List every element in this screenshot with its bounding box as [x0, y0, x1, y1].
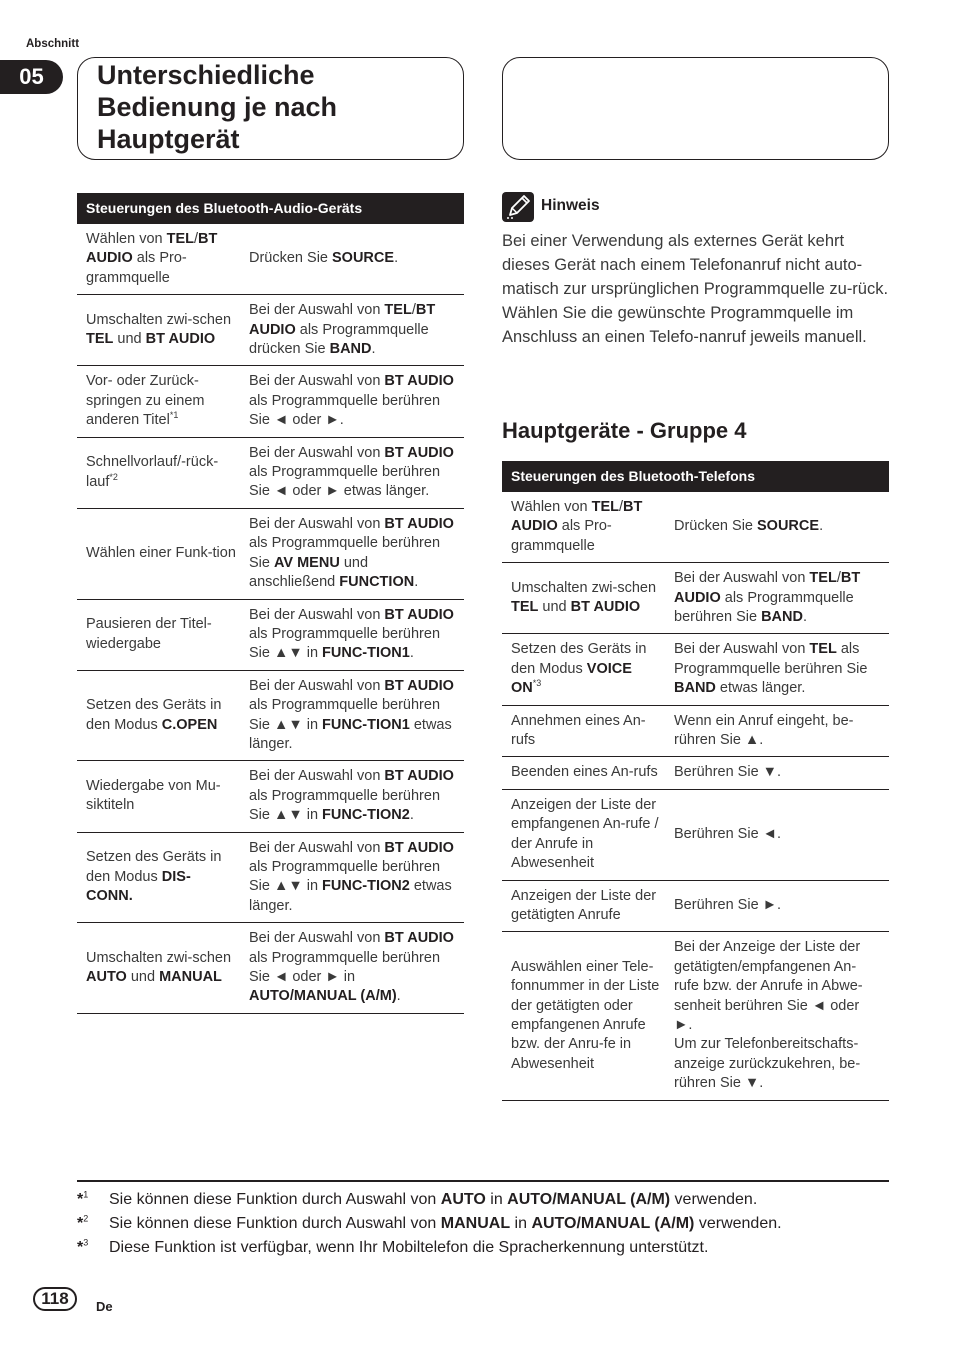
operation-cell: Bei der Auswahl von BT AUDIO als Programmquelle berühren Sie ◄ oder ►. — [240, 366, 464, 437]
table-row — [502, 492, 889, 563]
action-cell: Setzen des Geräts in den Modus DIS-CONN. — [77, 832, 240, 923]
table-row — [77, 923, 464, 1014]
operation-cell: Bei der Auswahl von BT AUDIO als Programmquelle berühren Sie ▲▼ in FUNC-TION1 etwas länger. — [240, 670, 464, 761]
table-row — [77, 224, 464, 295]
table-row — [77, 366, 464, 437]
table-row — [77, 761, 464, 832]
table-row — [502, 563, 889, 634]
operation-cell: Berühren Sie ▼. — [665, 757, 889, 789]
operation-cell: Bei der Auswahl von BT AUDIO als Programmquelle berühren Sie ▲▼ in FUNC-TION1. — [240, 599, 464, 670]
operation-cell: Bei der Auswahl von BT AUDIO als Programmquelle berühren Sie ◄ oder ► etwas länger. — [240, 437, 464, 508]
table-header: Steuerungen des Bluetooth-Audio-Geräts — [77, 193, 464, 224]
table-row — [77, 670, 464, 761]
action-cell: Pausieren der Titel-wiedergabe — [77, 599, 240, 670]
table-row — [502, 757, 889, 789]
note-heading: Hinweis — [541, 197, 600, 214]
action-cell: Umschalten zwi-schen AUTO und MANUAL — [77, 923, 240, 1014]
action-cell: Anzeigen der Liste der getätigten Anrufe — [502, 880, 665, 932]
table-row — [77, 599, 464, 670]
section-heading: Hauptgeräte - Gruppe 4 — [502, 418, 747, 443]
action-cell: Umschalten zwi-schen TEL und BT AUDIO — [502, 563, 665, 634]
action-cell: Umschalten zwi-schen TEL und BT AUDIO — [77, 295, 240, 366]
table-row — [77, 832, 464, 923]
section-number-badge: 05 — [0, 60, 63, 94]
empty-header-frame — [502, 57, 889, 160]
bluetooth-audio-controls-table — [77, 193, 464, 1014]
action-cell: Wählen von TEL/BT AUDIO als Pro-grammquelle — [502, 492, 665, 563]
footnote: *$^3$ Diese Funktion ist verfügbar, wenn Ihr Mobiltelefon die Spracherkennung unterstützt. — [77, 1237, 709, 1256]
operation-cell: Bei der Auswahl von BT AUDIO als Programmquelle berühren Sie AV MENU und anschließend FUNCTION. — [240, 508, 464, 599]
footnote: *$^2$ Sie können diese Funktion durch Auswahl von MANUAL in AUTO/MANUAL (A/M) verwenden. — [77, 1213, 782, 1232]
operation-cell: Bei der Auswahl von BT AUDIO als Programmquelle berühren Sie ◄ oder ► in AUTO/MANUAL (A/M). — [240, 923, 464, 1014]
operation-cell: Bei der Auswahl von BT AUDIO als Programmquelle berühren Sie ▲▼ in FUNC-TION2. — [240, 761, 464, 832]
table-row — [502, 932, 889, 1100]
operation-cell: Drücken Sie SOURCE. — [665, 492, 889, 563]
footnote-divider — [77, 1180, 889, 1182]
language-code: De — [96, 1299, 113, 1314]
action-cell: Anzeigen der Liste der empfangenen An-rufe / der Anrufe in Abwesenheit — [502, 789, 665, 880]
table-row — [77, 437, 464, 508]
bluetooth-phone-controls-table — [502, 461, 889, 1101]
action-cell: Wählen einer Funk-tion — [77, 508, 240, 599]
table-row — [502, 880, 889, 932]
operation-cell: Bei der Auswahl von BT AUDIO als Programmquelle berühren Sie ▲▼ in FUNC-TION2 etwas länger. — [240, 832, 464, 923]
table-row — [77, 295, 464, 366]
operation-cell: Bei der Auswahl von TEL als Programmquelle berühren Sie BAND etwas länger. — [665, 634, 889, 705]
operation-cell: Bei der Anzeige der Liste der getätigten/empfangenen An-rufe bzw. der Anrufe in Abwe-senheit berühren Sie ◄ oder ►. Um zur Telefonbereitschafts-anzeige zurückzukehren, be-rühren Sie ▼. — [665, 932, 889, 1100]
table-row — [77, 508, 464, 599]
section-label: Abschnitt — [26, 38, 80, 50]
action-cell: Vor- oder Zurück-springen zu einem anderen Titel$^{*1}$ — [77, 366, 240, 437]
action-cell: Annehmen eines An-rufs — [502, 705, 665, 757]
operation-cell: Berühren Sie ◄. — [665, 789, 889, 880]
note-text: Bei einer Verwendung als externes Gerät kehrt dieses Gerät nach einem Telefonanruf nicht auto-matisch zur ursprünglichen Programmquelle zu-rück. Wählen Sie die gewünschte Programmquelle im Anschluss an einen Telefo-nanruf jeweils manuell. — [502, 232, 889, 346]
action-cell: Setzen des Geräts in den Modus C.OPEN — [77, 670, 240, 761]
action-cell: Schnellvorlauf/-rück-lauf$^{*2}$ — [77, 437, 240, 508]
footnote: *$^1$ Sie können diese Funktion durch Auswahl von AUTO in AUTO/MANUAL (A/M) verwenden. — [77, 1189, 758, 1208]
action-cell: Wiedergabe von Mu-siktiteln — [77, 761, 240, 832]
table-row — [502, 705, 889, 757]
operation-cell: Drücken Sie SOURCE. — [240, 224, 464, 295]
operation-cell: Berühren Sie ►. — [665, 880, 889, 932]
operation-cell: Bei der Auswahl von TEL/BT AUDIO als Programmquelle drücken Sie BAND. — [240, 295, 464, 366]
action-cell: Wählen von TEL/BT AUDIO als Pro-grammquelle — [77, 224, 240, 295]
page-title: Unterschiedliche Bedienung je nach Hauptgerät — [97, 60, 338, 154]
operation-cell: Wenn ein Anruf eingeht, be-rühren Sie ▲. — [665, 705, 889, 757]
table-row — [502, 789, 889, 880]
table-row — [502, 634, 889, 705]
action-cell: Beenden eines An-rufs — [502, 757, 665, 789]
operation-cell: Bei der Auswahl von TEL/BT AUDIO als Programmquelle berühren Sie BAND. — [665, 563, 889, 634]
page-number: 118 — [33, 1287, 77, 1311]
table-header: Steuerungen des Bluetooth-Telefons — [502, 461, 889, 492]
action-cell: Auswählen einer Tele-fonnummer in der Liste der getätigten oder empfangenen Anrufe bzw. der Anru-fe in Abwesenheit — [502, 932, 665, 1100]
action-cell: Setzen des Geräts in den Modus VOICE ON$^{*3}$ — [502, 634, 665, 705]
note-pencil-icon — [502, 192, 534, 222]
